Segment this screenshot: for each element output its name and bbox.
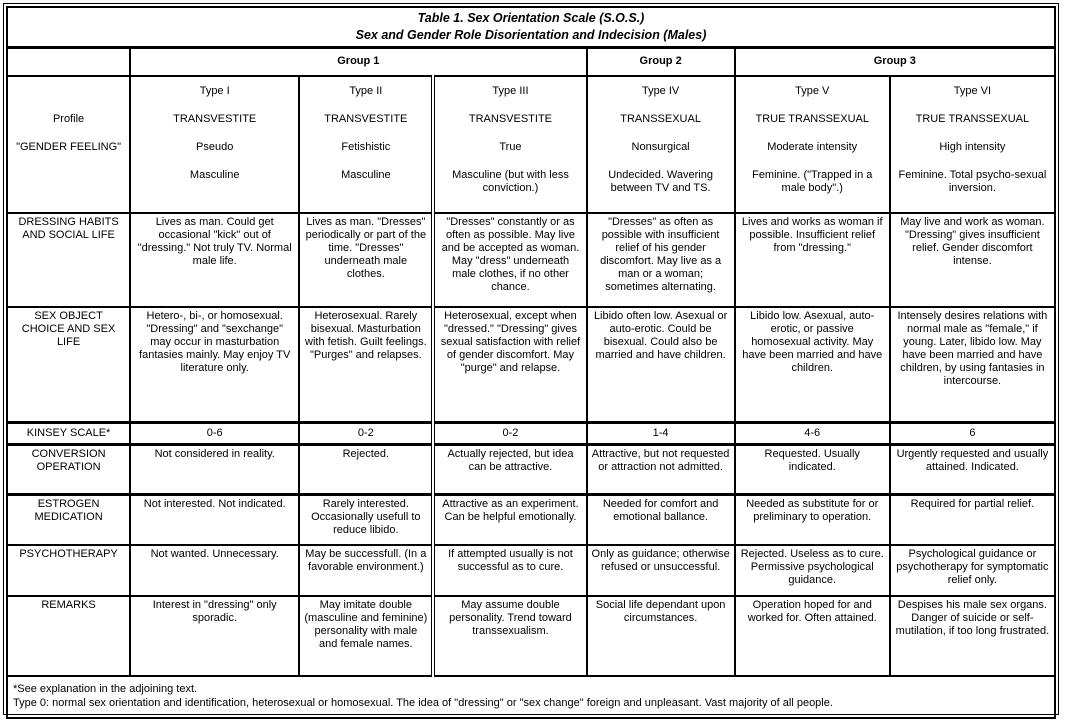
row-header-psychotherapy: PSYCHOTHERAPY	[7, 545, 130, 596]
table-cell: 4-6	[735, 423, 890, 445]
table-cell: Urgently requested and usually attained. Indicated.	[890, 445, 1055, 495]
type-intensity: True	[499, 140, 522, 153]
type-intensity: Nonsurgical	[631, 140, 690, 153]
table-cell: Not considered in reality.	[130, 445, 299, 495]
table-cell: Requested. Usually indicated.	[735, 445, 890, 495]
table-cell: Rejected. Useless as to cure. Permissive psychological guidance.	[735, 545, 890, 596]
type-intensity: High intensity	[939, 140, 1006, 153]
table-cell: 0-6	[130, 423, 299, 445]
table-cell: Actually rejected, but idea can be attractive.	[433, 445, 586, 495]
row-header-kinsey-scale: KINSEY SCALE*	[7, 423, 130, 445]
profile-cell-type-1	[130, 76, 299, 213]
table-cell: May imitate double (masculine and feminine) personality with male and female names.	[299, 596, 433, 676]
table-cell: Lives as man. "Dresses" periodically or part of the time. "Dresses" underneath male clothes.	[299, 213, 433, 307]
group-header-1: Group 1	[130, 48, 586, 76]
type-intensity: Moderate intensity	[767, 140, 858, 153]
table-cell: Needed as substitute for or preliminary to operation.	[735, 495, 890, 545]
sos-table	[6, 6, 1056, 719]
type-feeling: Undecided. Wavering between TV and TS.	[608, 168, 713, 194]
table-cell: 6	[890, 423, 1055, 445]
table-cell: Social life dependant upon circumstances.	[587, 596, 735, 676]
table-cell: Rarely interested. Occasionally usefull to reduce libido.	[299, 495, 433, 545]
row-header-conversion-operation: CONVERSION OPERATION	[7, 445, 130, 495]
table-cell: Only as guidance; otherwise refused or unsuccessful.	[587, 545, 735, 596]
type-category: TRANSVESTITE	[173, 112, 257, 125]
table-title-line1: Table 1. Sex Orientation Scale (S.O.S.)	[417, 11, 645, 25]
table-cell: If attempted usually is not successful as to cure.	[433, 545, 586, 596]
table-cell: Libido often low. Asexual or auto-erotic. Could be bisexual. Could also be married and have children.	[587, 307, 735, 423]
row-header-estrogen-medication: ESTROGEN MEDICATION	[7, 495, 130, 545]
table-title	[7, 7, 1055, 48]
type-intensity: Fetishistic	[341, 140, 391, 153]
table-cell: Needed for comfort and emotional ballance.	[587, 495, 735, 545]
type-feeling: Masculine	[189, 168, 240, 181]
profile-cell-type-5	[735, 76, 890, 213]
row-header-profile	[7, 76, 130, 213]
table-cell: Despises his male sex organs. Danger of suicide or self-mutilation, if too long frustrated.	[890, 596, 1055, 676]
profile-cell-type-4	[587, 76, 735, 213]
row-header-remarks: REMARKS	[7, 596, 130, 676]
table-cell: Attractive, but not requested or attraction not admitted.	[587, 445, 735, 495]
group-header-3: Group 3	[735, 48, 1055, 76]
table-cell: Lives and works as woman if possible. Insufficient relief from "dressing."	[735, 213, 890, 307]
type-label: Type VI	[953, 84, 992, 97]
profile-cell-type-6	[890, 76, 1055, 213]
type-category: TRUE TRANSSEXUAL	[915, 112, 1030, 125]
profile-cell-type-3	[433, 76, 586, 213]
table-cell: May assume double personality. Trend toward transsexualism.	[433, 596, 586, 676]
type-feeling: Feminine. ("Trapped in a male body".)	[752, 168, 873, 194]
table-cell: Lives as man. Could get occasional "kick" out of "dressing." Not truly TV. Normal male life.	[130, 213, 299, 307]
profile-header-line2: "GENDER FEELING"	[16, 140, 122, 153]
profile-header-line1: Profile	[52, 112, 85, 125]
row-header-dressing: DRESSING HABITS AND SOCIAL LIFE	[7, 213, 130, 307]
type-label: Type V	[795, 84, 830, 97]
footnote-line2: Type 0: normal sex orientation and identification, heterosexual or homosexual. The idea of "dressing" or "sex change" foreign and unpleasant. Vast majority of all people.	[13, 697, 833, 709]
type-label: Type IV	[641, 84, 680, 97]
table-cell: 1-4	[587, 423, 735, 445]
table-cell: 0-2	[433, 423, 586, 445]
row-header-sex-object: SEX OBJECT CHOICE AND SEX LIFE	[7, 307, 130, 423]
table-cell: Attractive as an experiment. Can be helpful emotionally.	[433, 495, 586, 545]
table-cell: "Dresses" constantly or as often as possible. May live and be accepted as woman. May "dress" underneath male clothes, if no other chance.	[433, 213, 586, 307]
table-cell: Heterosexual, except when "dressed." "Dressing" gives sexual satisfaction with relief of gender discomfort. May "purge" and relapse.	[433, 307, 586, 423]
table-title-line2: Sex and Gender Role Disorientation and Indecision (Males)	[355, 28, 707, 42]
group-header-empty	[7, 48, 130, 76]
table-cell: Interest in "dressing" only sporadic.	[130, 596, 299, 676]
table-cell: Required for partial relief.	[890, 495, 1055, 545]
table-cell: Not interested. Not indicated.	[130, 495, 299, 545]
table-cell: Libido low. Asexual, auto-erotic, or passive homosexual activity. May have been married and have children.	[735, 307, 890, 423]
type-intensity: Pseudo	[196, 140, 234, 153]
footnote-line1: *See explanation in the adjoining text.	[13, 683, 198, 695]
type-label: Type II	[349, 84, 383, 97]
type-label: Type III	[492, 84, 529, 97]
type-category: TRANSVESTITE	[468, 112, 553, 125]
table-cell: May be successfull. (In a favorable environment.)	[299, 545, 433, 596]
table-cell: "Dresses" as often as possible with insufficient relief of his gender discomfort. May live as a man or a woman; sometimes alternating.	[587, 213, 735, 307]
table-cell: Rejected.	[299, 445, 433, 495]
table-cell: Heterosexual. Rarely bisexual. Masturbation with fetish. Guilt feelings. "Purges" and relapses.	[299, 307, 433, 423]
table-cell: Psychological guidance or psychotherapy for symptomatic relief only.	[890, 545, 1055, 596]
table-cell: 0-2	[299, 423, 433, 445]
table-cell: Operation hoped for and worked for. Often attained.	[735, 596, 890, 676]
type-category: TRUE TRANSSEXUAL	[755, 112, 869, 125]
group-header-2: Group 2	[587, 48, 735, 76]
type-feeling: Masculine (but with less conviction.)	[452, 168, 569, 194]
type-feeling: Masculine	[341, 168, 391, 181]
profile-cell-type-2	[299, 76, 433, 213]
table-cell: Hetero-, bi-, or homosexual. "Dressing" and "sexchange" may occur in masturbation fantasies mainly. May enjoy TV literature only.	[130, 307, 299, 423]
type-feeling: Feminine. Total psycho-sexual inversion.	[898, 168, 1047, 194]
type-category: TRANSSEXUAL	[620, 112, 701, 125]
type-category: TRANSVESTITE	[324, 112, 408, 125]
table-cell: Not wanted. Unnecessary.	[130, 545, 299, 596]
table-cell: Intensely desires relations with normal male as "female," if young. Later, libido low. May have been married and have children, by using fantasies in intercourse.	[890, 307, 1055, 423]
table-cell: May live and work as woman. "Dressing" gives insufficient relief. Gender discomfort intense.	[890, 213, 1055, 307]
table-footnote	[7, 676, 1055, 718]
type-label: Type I	[199, 84, 230, 97]
table-outer-frame	[3, 3, 1059, 715]
